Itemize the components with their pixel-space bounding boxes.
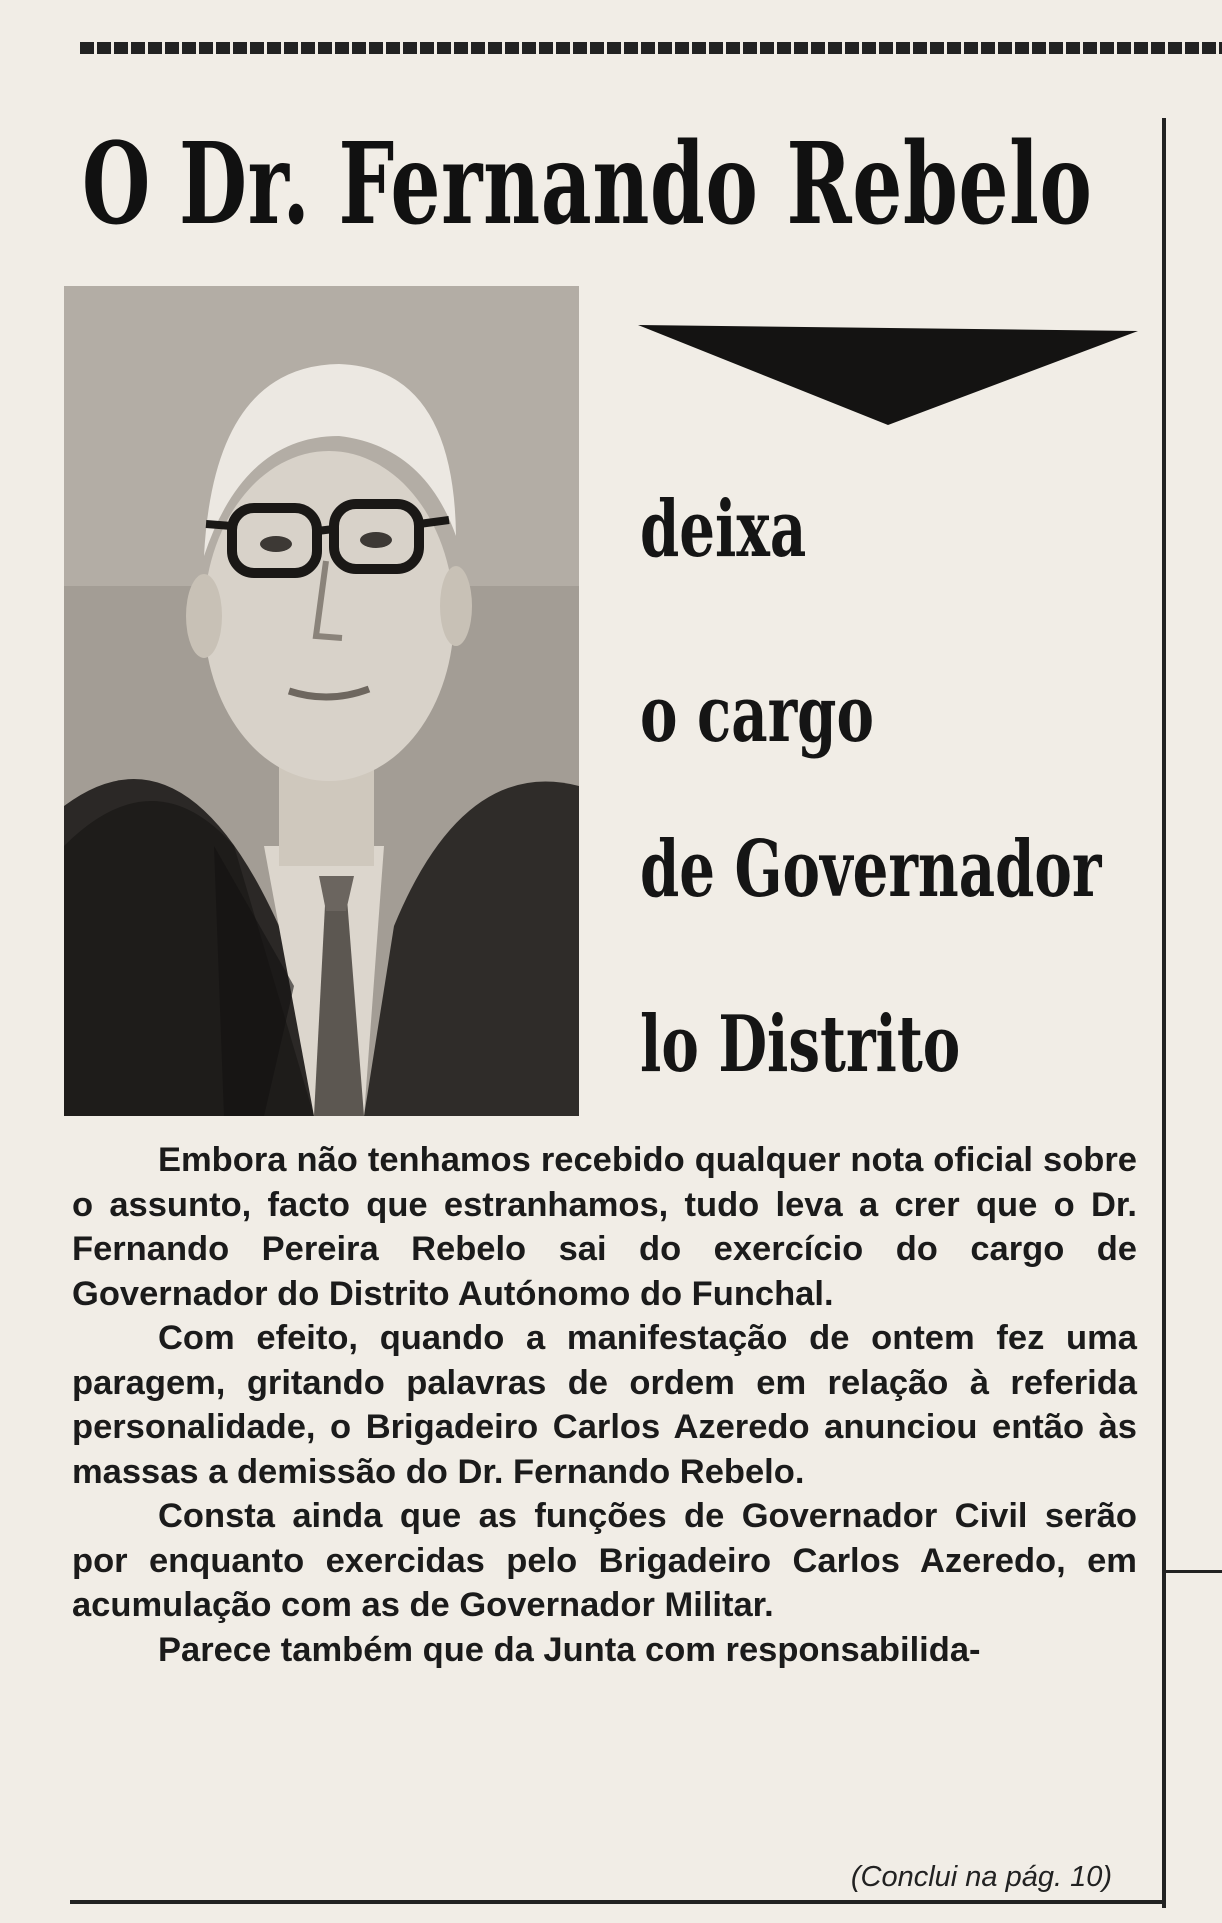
subhead-line-4: lo Distrito — [640, 999, 961, 1090]
bottom-rule — [70, 1900, 1166, 1904]
column-rule-tick — [1166, 1570, 1222, 1573]
subhead-line-2: o cargo — [640, 669, 874, 760]
paragraph-3: Consta ainda que as funções de Governador Civil serão por enquanto exercidas pelo Brigadeiro Carlos Azeredo, em acumulação com as de Governador Militar. — [72, 1497, 1137, 1624]
paragraph-1: Embora não tenhamos recebido qualquer nota oficial sobre o assunto, facto que estranhamos, tudo leva a crer que o Dr. Fernando Pereira Rebelo sai do exercício do cargo de Governador do Distrito Autónomo do Funchal. — [72, 1141, 1137, 1313]
subhead-line-1: deixa — [640, 484, 807, 575]
article-body — [72, 1138, 1137, 1672]
top-dashed-rule — [80, 42, 1222, 54]
down-arrow-icon — [638, 325, 1138, 425]
subhead-line-3: de Governador — [640, 824, 1102, 915]
portrait-photo — [64, 286, 579, 1116]
paragraph-2: Com efeito, quando a manifestação de ontem fez uma paragem, gritando palavras de ordem em relação à referida personalidade, o Brigadeiro Carlos Azeredo anunciou então às massas a demissão do Dr. Fernando Rebelo. — [72, 1319, 1137, 1491]
portrait-illustration — [64, 286, 579, 1116]
paragraph-4: Parece também que da Junta com responsabilida- — [158, 1630, 981, 1669]
continued-note: (Conclui na pág. 10) — [850, 1861, 1112, 1893]
headline: O Dr. Fernando Rebelo — [82, 119, 1093, 250]
column-rule — [1162, 118, 1166, 1908]
